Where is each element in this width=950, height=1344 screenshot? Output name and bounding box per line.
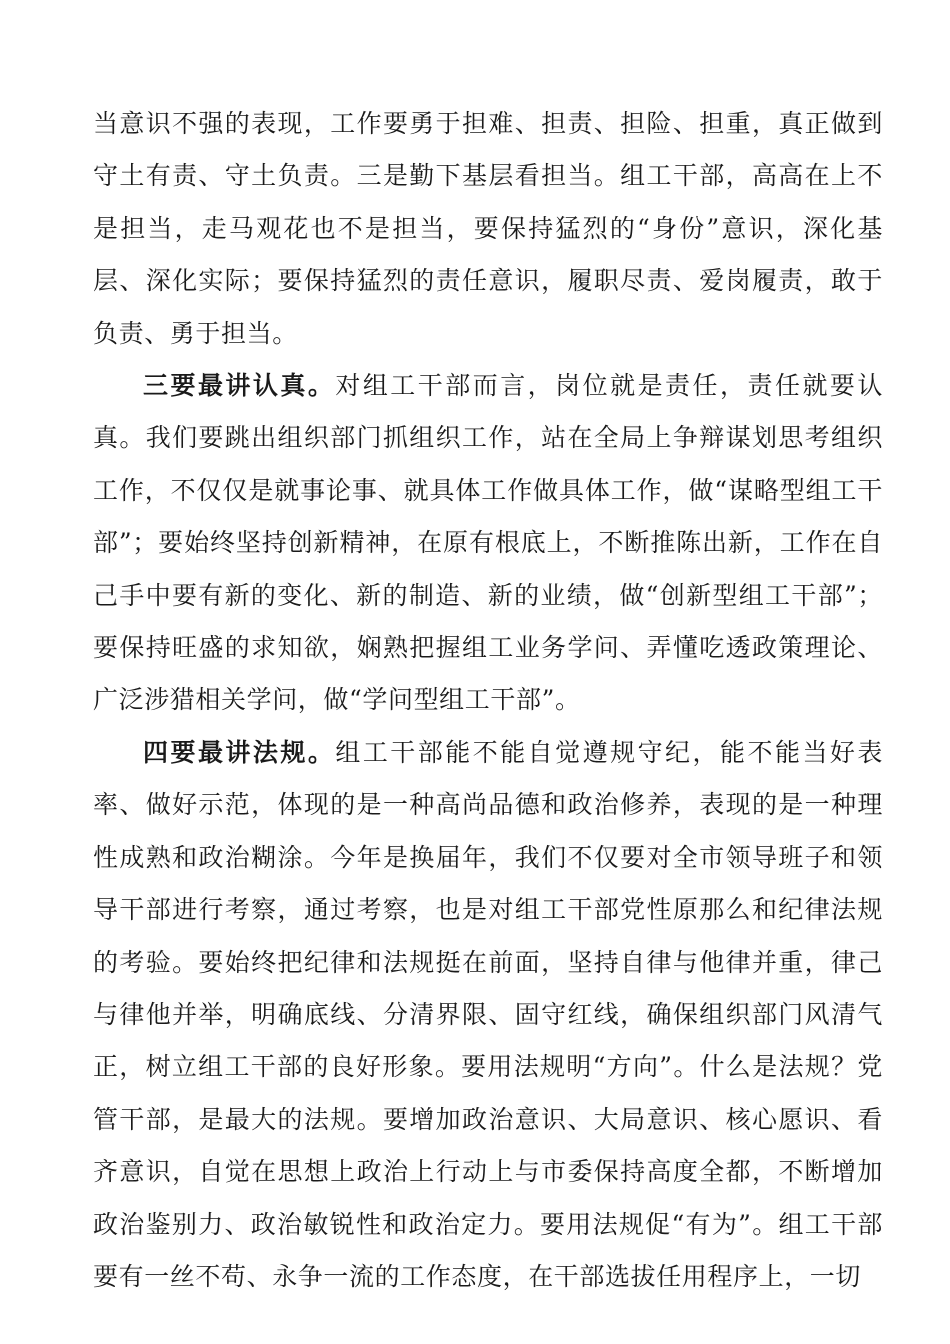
- paragraph-body: 当意识不强的表现，工作要勇于担难、担责、担险、担重，真正做到守土有责、守土负责。三是勤下基层看担当。组工干部，高高在上不是担当，走马观花也不是担当，要保持猛烈的“身份”意识，深化基层、深化实际；要保持猛烈的责任意识，履职尽责、爱岗履责，敢于负责、勇于担当。: [93, 109, 883, 348]
- paragraph-lead-heading: 四要最讲法规。: [143, 737, 336, 767]
- paragraph-body: 对组工干部而言，岗位就是责任，责任就要认真。我们要跳出组织部门抓组织工作，站在全局上争辩谋划思考组织工作，不仅仅是就事论事、就具体工作做具体工作，做“谋略型组工干部”；要始终坚持创新精神，在原有根底上，不断推陈出新，工作在自己手中要有新的变化、新的制造、新的业绩，做“创新型组工干部”；要保持旺盛的求知欲，娴熟把握组工业务学问、弄懂吃透政策理论、广泛涉猎相关学问，做“学问型组工干部”。: [93, 371, 883, 715]
- paragraph-body: 组工干部能不能自觉遵规守纪，能不能当好表率、做好示范，体现的是一种高尚品德和政治修养，表现的是一种理性成熟和政治糊涂。今年是换届年，我们不仅要对全市领导班子和领导干部进行考察，通过考察，也是对组工干部党性原那么和纪律法规的考验。要始终把纪律和法规挺在前面，坚持自律与他律并重，律己与律他并举，明确底线、分清界限、固守红线，确保组织部门风清气正，树立组工干部的良好形象。要用法规明“方向”。什么是法规？党管干部，是最大的法规。要增加政治意识、大局意识、核心愿识、看齐意识，自觉在思想上政治上行动上与市委保持高度全都，不断增加政治鉴别力、政治敏锐性和政治定力。要用法规促“有为”。组工干部要有一丝不苟、永争一流的工作态度，在干部选拔任用程序上，一切: [93, 737, 883, 1291]
- paragraph-continuation: [93, 98, 883, 360]
- body-text: [93, 98, 883, 1303]
- paragraph-san-yao: [93, 360, 883, 727]
- paragraph-lead-heading: 三要最讲认真。: [143, 371, 336, 401]
- paragraph-si-yao: [93, 727, 883, 1303]
